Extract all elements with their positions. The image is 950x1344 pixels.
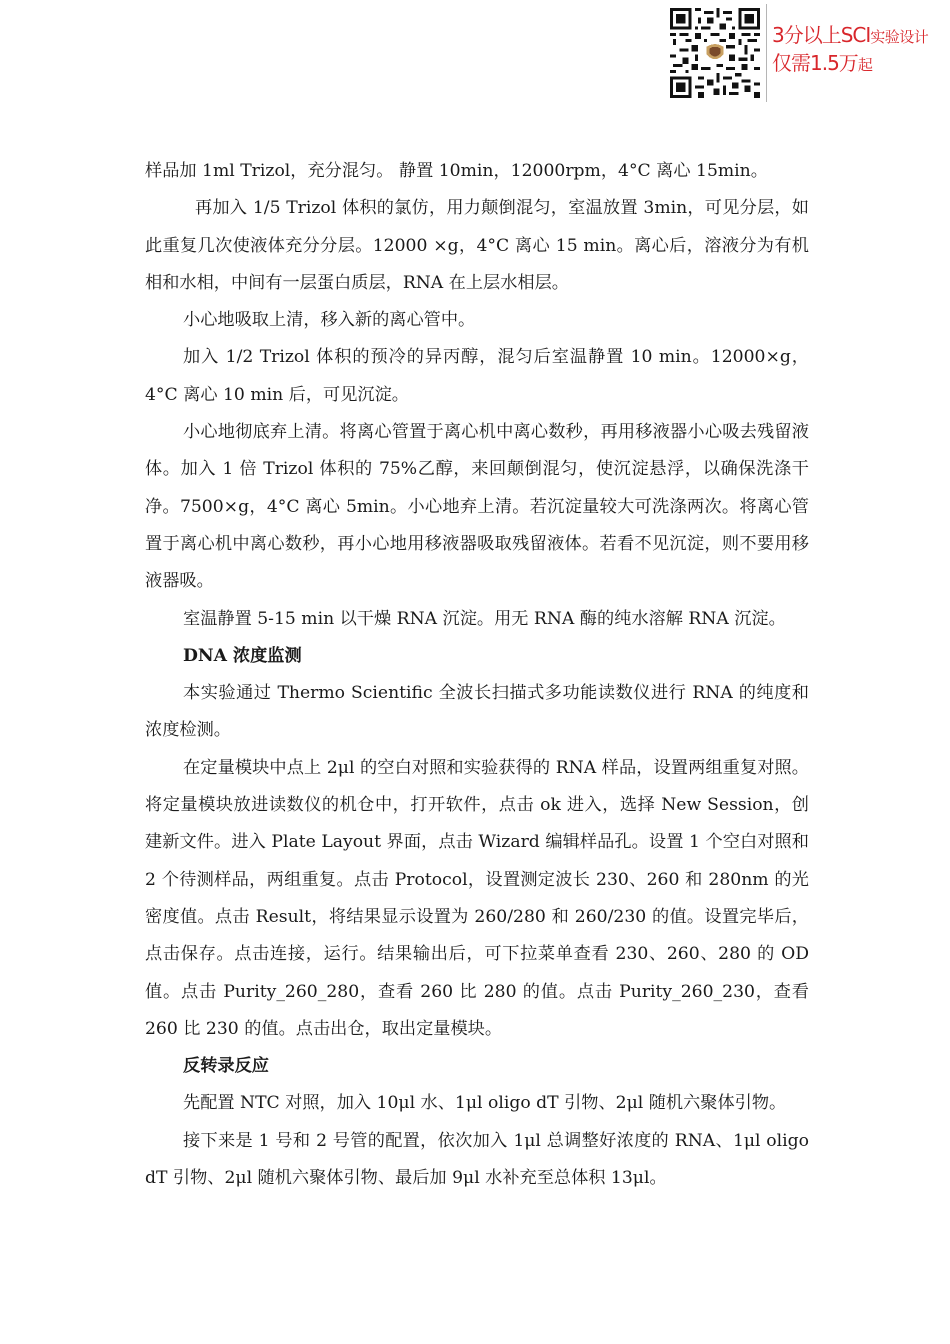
paragraph-measurement-steps: 在定量模块中点上 2μl 的空白对照和实验获得的 RNA 样品，设置两组重复对照。将定量模块放进读数仪的机仓中，打开软件，点击 ok 进入，选择 New Session，创建新文件。进入 Plate Layout 界面，点击 Wizard 编辑样品孔。设置 1 个空白对照和 2 个待测样品，两组重复。点击 Protocol，设置测定波长 230、260 和 280nm 的光密度值。点击 Result，将结果显示设置为 260/280 和 260/230 的值。设置完毕后，点击保存。点击连接，运行。结果输出后，可下拉菜单查看 230、260、280 的 OD 值。点击 Purity_260_280，查看 260 比 280 的值。点击 Purity_260_230，查看 260 比 230 的值。点击出仓，取出定量模块。	[145, 757, 809, 1039]
promo-line-2-suffix: 起	[857, 56, 872, 74]
paragraph-ntc-control: 先配置 NTC 对照，加入 10μl 水、1μl oligo dT 引物、2μl 随机六聚体引物。	[183, 1093, 787, 1114]
paragraph-tube-setup: 接下来是 1 号和 2 号管的配置，依次加入 1μl 总调整好浓度的 RNA、1μl oligo dT 引物、2μl 随机六聚体引物、最后加 9μl 水补充至总体积 13μl。	[145, 1130, 809, 1189]
promo-text[interactable]	[772, 22, 928, 78]
paragraph-dry-dissolve: 室温静置 5-15 min 以干燥 RNA 沉淀。用无 RNA 酶的纯水溶解 RNA 沉淀。	[183, 608, 786, 629]
heading-concentration: DNA 浓度监测	[183, 645, 302, 666]
promo-line-2	[772, 50, 928, 78]
qr-code-icon[interactable]	[670, 8, 760, 98]
promo-line-1	[772, 22, 928, 50]
promo-line-1-main: 3分以上SCI	[772, 23, 871, 47]
paragraph-ethanol-wash: 小心地彻底弃上清。将离心管置于离心机中离心数秒，再用移液器小心吸去残留液体。加入 1 倍 Trizol 体积的 75%乙醇，来回颠倒混匀，使沉淀悬浮，以确保洗涤干净。7500×g，4°C 离心 5min。小心地弃上清。若沉淀量较大可洗涤两次。将离心管置于离心机中离心数秒，再小心地用移液器吸取残留液体。若看不见沉淀，则不要用移液器吸。	[145, 422, 809, 592]
banner-divider	[766, 4, 767, 102]
document-body	[145, 153, 809, 1197]
paragraph-trizol-sample: 样品加 1ml Trizol，充分混匀。 静置 10min，12000rpm，4°C 离心 15min。	[145, 161, 768, 181]
promo-line-1-suffix: 实验设计	[870, 28, 929, 46]
paragraph-isopropanol: 加入 1/2 Trizol 体积的预冷的异丙醇，混匀后室温静置 10 min。12000×g，4°C 离心 10 min 后，可见沉淀。	[145, 347, 809, 405]
heading-reverse-transcription: 反转录反应	[183, 1056, 269, 1077]
header-banner	[668, 4, 950, 102]
promo-line-2-main: 仅需1.5万	[772, 51, 858, 75]
paragraph-chloroform: 再加入 1/5 Trizol 体积的氯仿，用力颠倒混匀，室温放置 3min，可见分层，如此重复几次使液体充分分层。12000 ×g，4°C 离心 15 min。离心后，溶液分为有机相和水相，中间有一层蛋白质层，RNA 在上层水相层。	[145, 198, 809, 293]
paragraph-instrument: 本实验通过 Thermo Scientific 全波长扫描式多功能读数仪进行 RNA 的纯度和浓度检测。	[145, 683, 809, 741]
paragraph-supernatant: 小心地吸取上清，移入新的离心管中。	[183, 310, 476, 331]
